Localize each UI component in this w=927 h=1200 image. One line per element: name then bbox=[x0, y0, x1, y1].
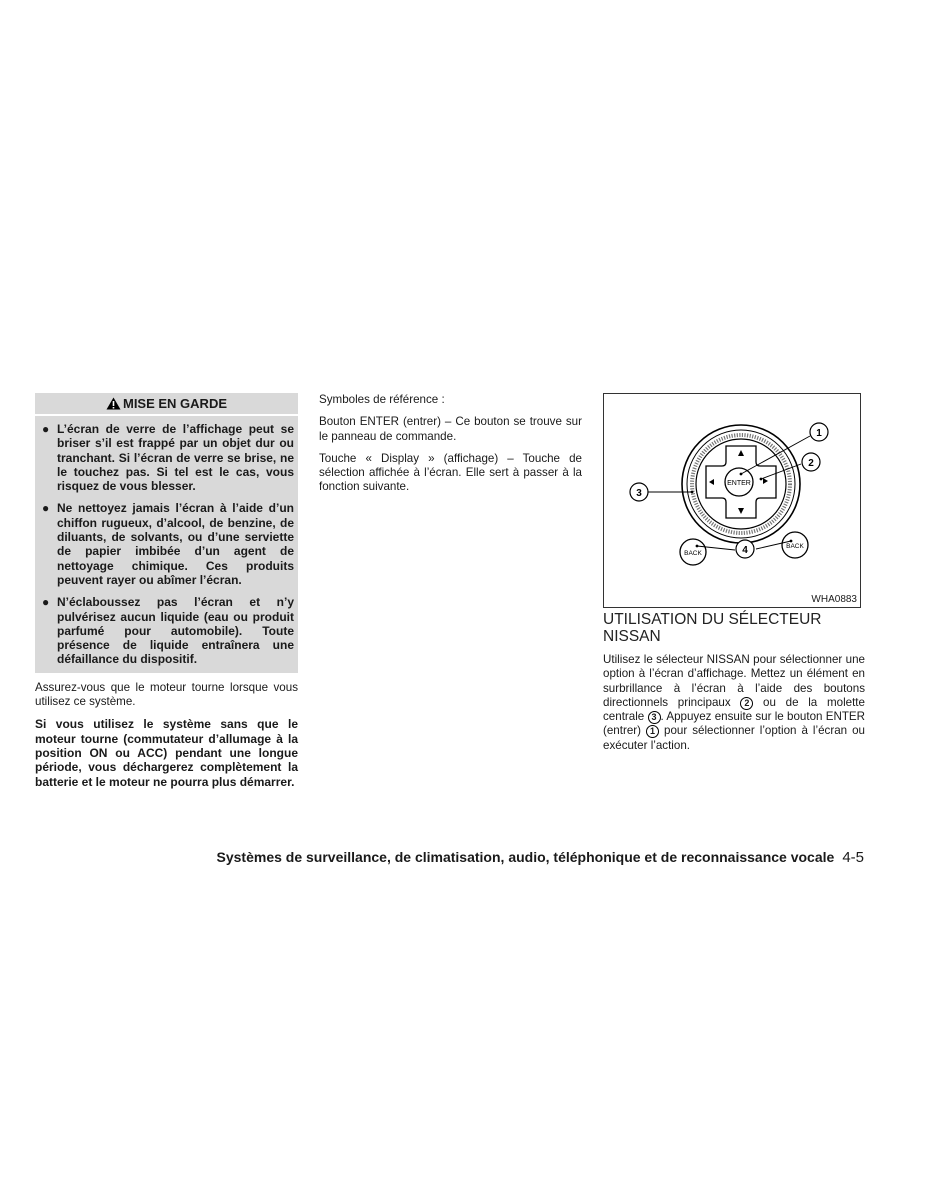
battery-warning-text: Si vous utilisez le système sans que le moteur tourne (commutateur d’allumage à la position ON ou ACC) pendant une longue période, vous déchargerez complètement la batterie et le moteur ne pourra plus démarrer. bbox=[35, 717, 298, 789]
bullet-icon: ● bbox=[42, 501, 50, 516]
warning-box bbox=[35, 393, 298, 673]
reference-symbols-heading: Symboles de référence : bbox=[319, 393, 445, 406]
enter-label: ENTER bbox=[727, 480, 751, 487]
figure-code: WHA0883 bbox=[811, 594, 857, 605]
warning-item bbox=[39, 422, 294, 493]
callout-4: 4 bbox=[742, 545, 748, 556]
back-label-right: BACK bbox=[786, 543, 804, 550]
chapter-title: Systèmes de surveillance, de climatisation, audio, téléphonique et de reconnaissance vocale bbox=[216, 849, 835, 865]
warning-triangle-icon bbox=[106, 397, 121, 410]
page-footer bbox=[35, 849, 864, 866]
display-key-description: Touche « Display » (affichage) – Touche de sélection affichée à l’écran. Elle sert à passer à la fonction suivante. bbox=[319, 451, 582, 494]
callout-2: 2 bbox=[808, 458, 814, 469]
warning-item bbox=[39, 595, 294, 666]
callout-ref-3: 3 bbox=[648, 711, 661, 724]
section-heading: UTILISATION DU SÉLECTEUR NISSAN bbox=[603, 611, 822, 645]
bullet-icon: ● bbox=[42, 595, 50, 610]
page-number: 4-5 bbox=[842, 849, 864, 866]
left-column bbox=[35, 393, 298, 797]
callout-3: 3 bbox=[636, 488, 642, 499]
controller-diagram bbox=[604, 394, 860, 607]
engine-running-note: Assurez-vous que le moteur tourne lorsque vous utilisez ce système. bbox=[35, 680, 298, 709]
selector-instructions: Utilisez le sélecteur NISSAN pour sélectionner une option à l’écran d’affichage. Mettez un élément en surbrillance à l’écran à l’aide des boutons directionnels principaux 2 ou de la molette centrale 3 . Appuyez ensuite sur le bouton ENTER (entrer) 1 pour sélectionner l’option à l’écran ou exécuter l’action. bbox=[603, 653, 866, 752]
warning-item-text: L’écran de verre de l’affichage peut se briser s’il est frappé par un objet dur ou tranchant. Si l’écran de verre se brise, ne le touchez pas. Si tel est le cas, vous risquez de vous blesser. bbox=[57, 422, 294, 494]
bullet-icon: ● bbox=[42, 422, 50, 436]
middle-column bbox=[319, 393, 582, 503]
warning-item-text: Ne nettoyez jamais l’écran à l’aide d’un chiffon rugueux, d’alcool, de benzine, de diluants, de solvants, ou d’une serviette de papier imbibée d’un agent de nettoyage chimique. Ces produits peuvent rayer ou abîmer l’écran. bbox=[57, 501, 294, 587]
warning-title bbox=[35, 393, 298, 416]
warning-title-text: MISE EN GARDE bbox=[122, 396, 227, 411]
back-label-left: BACK bbox=[684, 550, 702, 557]
callout-ref-2: 2 bbox=[740, 697, 753, 710]
callout-1: 1 bbox=[816, 428, 822, 439]
callout-ref-1: 1 bbox=[646, 725, 659, 738]
nissan-controller-figure bbox=[603, 393, 861, 608]
right-column bbox=[603, 393, 865, 761]
warning-item-text: N’éclaboussez pas l’écran et n’y pulvérisez aucun liquide (eau ou produit parfumé pour automobile). Toute présence de liquide entraînera une défaillance du dispositif. bbox=[57, 595, 294, 667]
warning-item bbox=[39, 501, 294, 587]
enter-button-description: Bouton ENTER (entrer) – Ce bouton se trouve sur le panneau de commande. bbox=[319, 415, 582, 443]
